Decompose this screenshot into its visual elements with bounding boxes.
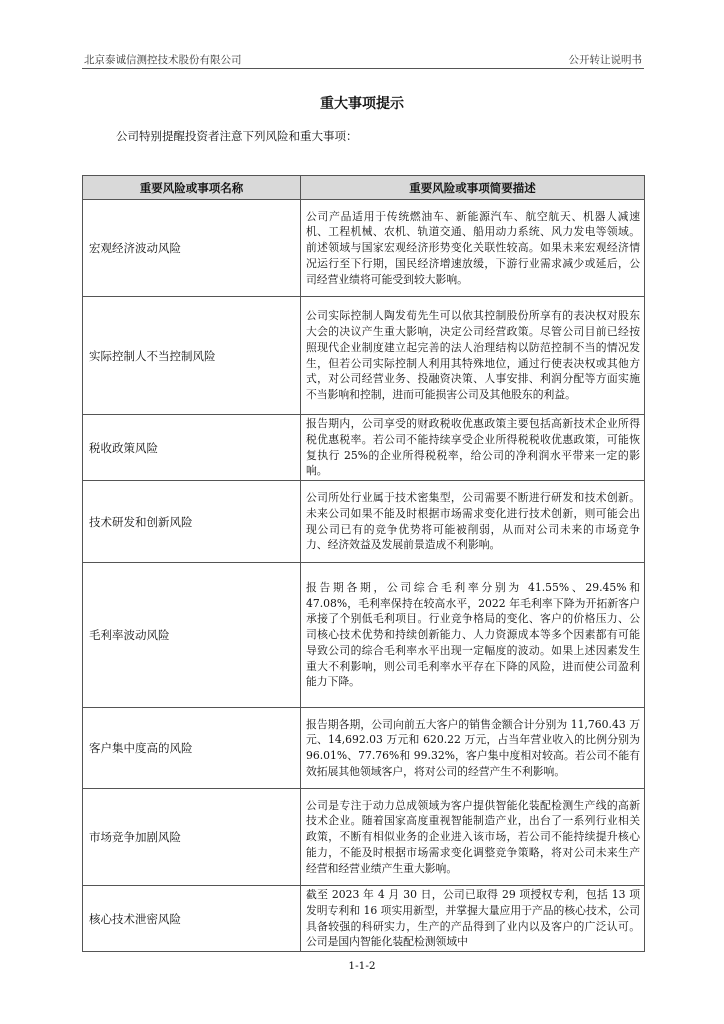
table-row <box>83 297 645 415</box>
risk-description: 公司是专注于动力总成领域为客户提供智能化装配检测生产线的高新技术企业。随着国家高度重视智能制造产业，出台了一系列行业相关政策，不断有相似业务的企业进入该市场，若公司不能持续提升核心能力，不能及时根据市场需求变化调整竞争策略，将对公司未来生产经营和经营业绩产生重大影响。 <box>301 789 645 886</box>
risk-description: 公司实际控制人陶发荀先生可以依其控制股份所享有的表决权对股东大会的决议产生重大影响，决定公司经营政策。尽管公司目前已经按照现代企业制度建立起完善的法人治理结构以防范控制不当的情况发生，但若公司实际控制人利用其特殊地位，通过行使表决权或其他方式，对公司经营业务、投融资决策、人事安排、利润分配等方面实施不当影响和控制，进而可能损害公司及其他股东的利益。 <box>301 297 645 415</box>
table-row <box>83 200 645 297</box>
table-row <box>83 415 645 481</box>
risk-name: 实际控制人不当控制风险 <box>83 297 301 415</box>
table-row <box>83 481 645 563</box>
risk-description: 公司所处行业属于技术密集型，公司需要不断进行研发和技术创新。未来公司如果不能及时根据市场需求变化进行技术创新，则可能会出现公司已有的竞争优势将可能被削弱，从而对公司未来的市场竞争力、经济效益及发展前景造成不利影响。 <box>301 481 645 563</box>
header-company: 北京泰诚信测控技术股份有限公司 <box>84 54 242 66</box>
header-doc-type: 公开转让说明书 <box>568 54 642 66</box>
risk-table <box>82 175 645 952</box>
header-divider <box>82 68 644 69</box>
risk-name: 技术研发和创新风险 <box>83 481 301 563</box>
table-header-row <box>83 176 645 200</box>
column-header-name: 重要风险或事项名称 <box>83 176 301 200</box>
risk-name: 毛利率波动风险 <box>83 563 301 708</box>
risk-description: 报告期各期，公司综合毛利率分别为 41.55%、29.45%和 47.08%，毛利率保持在较高水平，2022 年毛利率下降为开拓新客户承接了个别低毛利项目。行业竞争格局的变化、客户的价格压力、公司核心技术优势和持续创新能力、人力资源成本等多个因素都有可能导致公司的综合毛利率水平出现一定幅度的波动。如果上述因素发生重大不利影响，则公司毛利率水平存在下降的风险，进而使公司盈利能力下降。 <box>301 563 645 708</box>
table-row <box>83 886 645 952</box>
risk-name: 市场竞争加剧风险 <box>83 789 301 886</box>
table-row <box>83 708 645 789</box>
risk-description: 截至 2023 年 4 月 30 日，公司已取得 29 项授权专利，包括 13 项发明专利和 16 项实用新型，并掌握大量应用于产品的核心技术，公司具备较强的科研实力，生产的产品得到了业内以及客户的广泛认可。公司是国内智能化装配检测领域中 <box>301 886 645 952</box>
risk-name: 客户集中度高的风险 <box>83 708 301 789</box>
risk-description: 公司产品适用于传统燃油车、新能源汽车、航空航天、机器人减速机、工程机械、农机、轨道交通、船用动力系统、风力发电等领域。前述领域与国家宏观经济形势变化关联性较高。如果未来宏观经济情况运行至下行期，国民经济增速放缓，下游行业需求减少或延后，公司经营业绩将可能受到较大影响。 <box>301 200 645 297</box>
risk-name: 核心技术泄密风险 <box>83 886 301 952</box>
intro-text: 公司特别提醒投资者注意下列风险和重大事项： <box>116 129 358 143</box>
table-row <box>83 789 645 886</box>
column-header-desc: 重要风险或事项简要描述 <box>301 176 645 200</box>
table-row <box>83 563 645 708</box>
page-title: 重大事项提示 <box>320 96 404 112</box>
risk-description: 报告期各期，公司向前五大客户的销售金额合计分别为 11,760.43 万元、14,692.03 万元和 620.22 万元，占当年营业收入的比例分别为 96.01%、77.76%和 99.32%，客户集中度相对较高。若公司不能有效拓展其他领域客户，将对公司的经营产生不利影响。 <box>301 708 645 789</box>
risk-description: 报告期内，公司享受的财政税收优惠政策主要包括高新技术企业所得税优惠税率。若公司不能持续享受企业所得税税收优惠政策，可能恢复执行 25%的企业所得税税率，给公司的净利润水平带来一定的影响。 <box>301 415 645 481</box>
risk-name: 税收政策风险 <box>83 415 301 481</box>
page-number: 1-1-2 <box>348 960 376 972</box>
risk-name: 宏观经济波动风险 <box>83 200 301 297</box>
